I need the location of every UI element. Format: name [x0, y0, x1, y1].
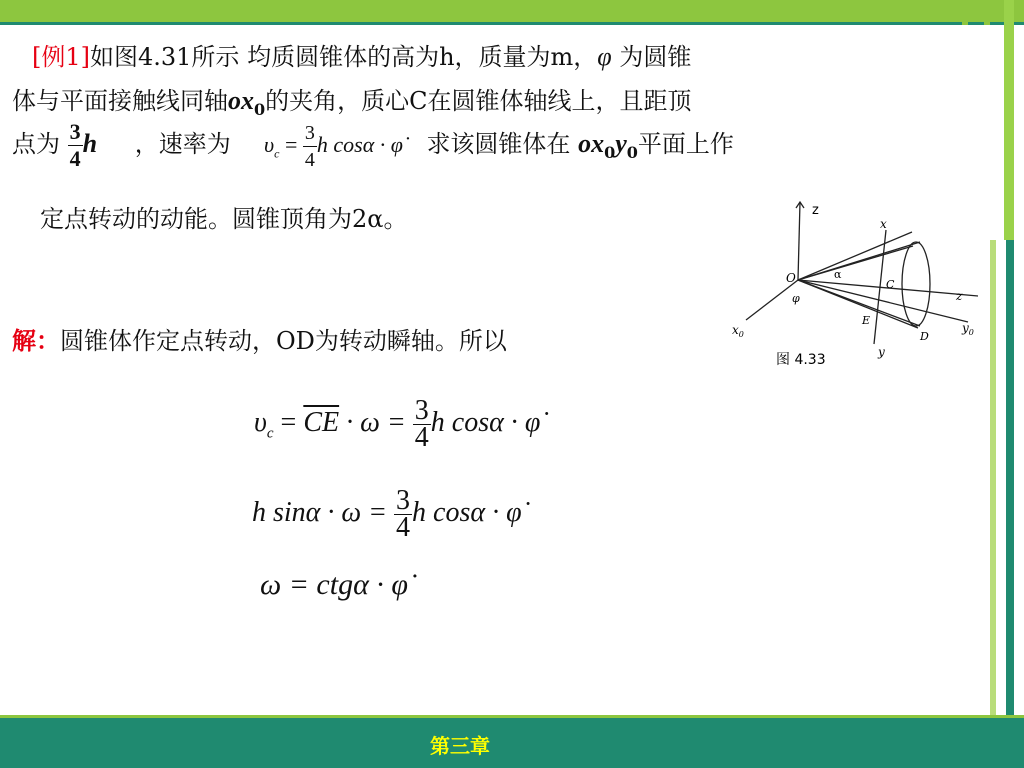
solution-line: 解：圆锥体作定点转动，OD为转动瞬轴。所以: [12, 326, 507, 355]
label-z-right: z: [956, 289, 963, 303]
side-strip-4: [990, 240, 996, 720]
problem-line-3: 点为 $\frac{3}{4}$ h ，速率为 $\upsilon_c$ = $\frac{3}{4}$ h cosα · φ̇ 求该圆锥体在 $ox_0y_0$平面上作: [12, 119, 734, 172]
label-x: x: [880, 217, 887, 231]
solution-label: 解：: [12, 326, 60, 355]
problem-line-2: 体与平面接触线同轴$ox_0$的夹角，质心C在圆锥体轴线上，且距顶: [12, 86, 692, 119]
side-strip-1: [962, 0, 968, 25]
label-phi: φ: [792, 292, 800, 305]
problem-line-4: 定点转动的动能。圆锥顶角为2α。: [40, 205, 408, 233]
chapter-footer: 第三章: [430, 734, 490, 758]
label-y0: $y_0$: [962, 321, 974, 337]
label-c: C: [886, 278, 895, 291]
top-bar: [0, 0, 1024, 22]
figure-caption: 图 4.33: [776, 352, 826, 368]
label-z: z: [812, 203, 819, 218]
side-strip-3: [1004, 0, 1014, 240]
side-strip-5: [1006, 240, 1014, 720]
label-alpha: α: [834, 268, 842, 281]
problem-line-1: [例1]如图4.31所示 均质圆锥体的高为h，质量为m，φ 为圆锥: [32, 42, 692, 71]
label-y: y: [878, 345, 885, 359]
label-x0: $x_0$: [732, 323, 744, 339]
label-e: E: [862, 314, 871, 327]
velocity-formula-inline: $\upsilon_c$ = $\frac{3}{4}$ h cosα · φ̇: [264, 122, 403, 172]
example-tag: [例1]: [32, 43, 90, 71]
label-d: D: [920, 330, 929, 343]
top-bar-line: [0, 22, 1024, 25]
equation-2: h sinα · ω = $\frac{3}{4}$ h cosα · φ̇: [252, 485, 522, 543]
label-o: O: [786, 271, 796, 285]
cone-figure: [728, 196, 990, 372]
equation-3: ω = ctgα · φ̇: [260, 568, 408, 601]
phi-symbol: φ: [597, 42, 612, 71]
fraction-three-quarters: $\frac{3}{4}$: [69, 119, 81, 171]
equation-1: $\upsilon_c = \overline{CE} \cdot \omega$ = $\frac{3}{4}$ h cosα · φ̇: [254, 395, 541, 453]
side-strip-2: [984, 0, 990, 25]
